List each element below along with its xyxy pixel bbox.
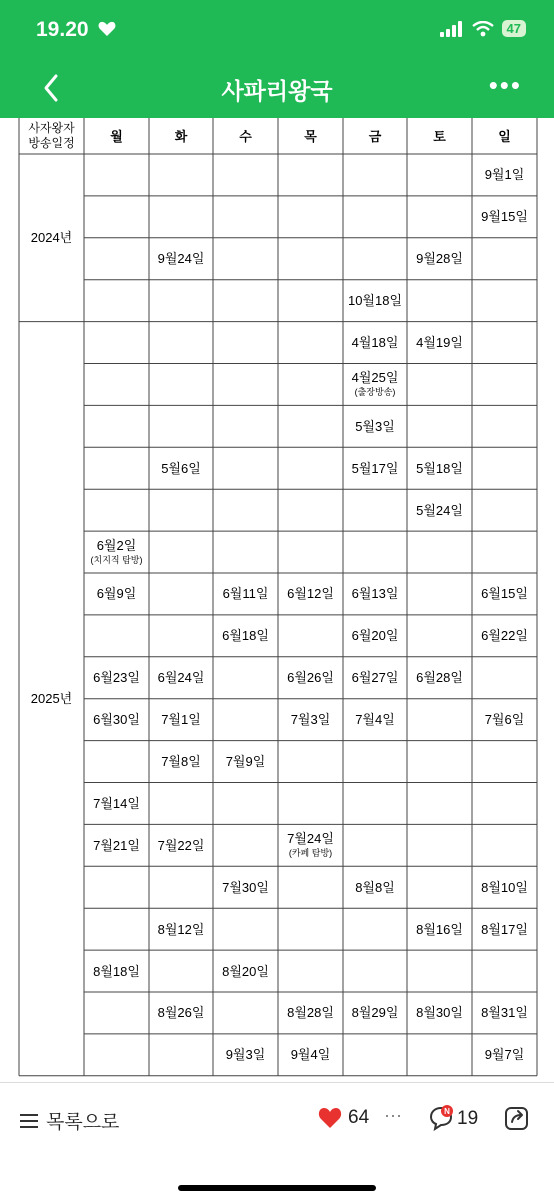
schedule-date xyxy=(343,699,407,741)
schedule-date xyxy=(149,238,213,280)
day-header xyxy=(84,118,149,154)
schedule-date xyxy=(84,824,149,866)
schedule-date-text: 6월22일 xyxy=(481,628,528,644)
day-header xyxy=(407,118,472,154)
schedule-date-text: 8월30일 xyxy=(416,1005,463,1021)
schedule-date xyxy=(343,405,407,447)
table-corner-header-text: 사자왕자 xyxy=(28,121,75,135)
schedule-date-text: 8월10일 xyxy=(481,879,528,895)
table-corner-header xyxy=(19,118,84,154)
schedule-date xyxy=(472,615,537,657)
schedule-date xyxy=(472,573,537,615)
schedule-date-text: 9월3일 xyxy=(225,1047,266,1063)
schedule-date-text: 9월24일 xyxy=(157,251,205,267)
share-icon[interactable] xyxy=(504,1105,530,1131)
battery-indicator: 47 xyxy=(502,20,526,37)
schedule-date-text: 6월15일 xyxy=(481,586,528,602)
comment-icon xyxy=(427,1105,455,1133)
schedule-date-text: 6월12일 xyxy=(287,586,334,602)
schedule-date xyxy=(407,657,472,699)
schedule-date xyxy=(343,280,407,322)
day-header xyxy=(472,118,537,154)
schedule-date xyxy=(343,615,407,657)
schedule-date xyxy=(472,154,537,196)
schedule-date xyxy=(213,615,278,657)
schedule-date-text: 7월3일 xyxy=(290,712,331,728)
menu-icon xyxy=(20,1113,38,1129)
status-time: 19.20 xyxy=(36,18,89,41)
schedule-date-text: 9월15일 xyxy=(481,209,528,225)
schedule-date xyxy=(149,657,213,699)
page-title: 사파리왕국 xyxy=(221,78,333,104)
schedule-date xyxy=(472,908,537,950)
schedule-date xyxy=(149,741,213,783)
schedule-date xyxy=(84,783,149,825)
schedule-date xyxy=(278,992,343,1034)
day-header xyxy=(343,118,407,154)
schedule-date xyxy=(213,1034,278,1076)
schedule-date xyxy=(149,992,213,1034)
schedule-date-text: 7월21일 xyxy=(93,837,140,853)
schedule-date xyxy=(84,699,149,741)
schedule-date xyxy=(472,866,537,908)
year-label-text: 2025년 xyxy=(30,691,73,707)
schedule-date-text: 7월22일 xyxy=(157,837,205,853)
day-header-text: 월 xyxy=(110,128,123,144)
heart-icon xyxy=(318,1107,342,1129)
schedule-date xyxy=(84,573,149,615)
schedule-date-text: 6월24일 xyxy=(157,670,205,686)
wifi-icon xyxy=(472,21,494,37)
schedule-date xyxy=(343,866,407,908)
schedule-date-text: 7월8일 xyxy=(161,754,201,770)
schedule-date xyxy=(149,908,213,950)
schedule-date xyxy=(343,657,407,699)
schedule-date-text: 9월1일 xyxy=(484,167,525,183)
schedule-date-text: 6월9일 xyxy=(96,586,137,602)
schedule-date-text: 4월19일 xyxy=(416,335,463,351)
day-header xyxy=(278,118,343,154)
schedule-date xyxy=(407,322,472,364)
schedule-date xyxy=(84,950,149,992)
schedule-date-text: 7월14일 xyxy=(93,795,140,811)
day-header xyxy=(149,118,213,154)
schedule-date-text: 8월29일 xyxy=(351,1005,399,1021)
day-header-text: 목 xyxy=(304,128,317,144)
year-label xyxy=(19,322,84,1076)
schedule-date-text: 6월2일 xyxy=(96,538,137,554)
schedule-date xyxy=(213,866,278,908)
schedule-date-text: 4월18일 xyxy=(351,335,399,351)
schedule-date-text: 6월11일 xyxy=(222,586,269,602)
schedule-date xyxy=(407,238,472,280)
schedule-date xyxy=(407,489,472,531)
like-button[interactable] xyxy=(318,1107,369,1129)
schedule-date-text: 5월3일 xyxy=(355,418,395,434)
schedule-date xyxy=(407,908,472,950)
comment-button[interactable] xyxy=(427,1105,478,1133)
schedule-date-text: 5월18일 xyxy=(416,460,463,476)
schedule-date-text: 8월28일 xyxy=(287,1005,334,1021)
bottom-bar xyxy=(0,1083,554,1200)
day-header-text: 금 xyxy=(368,128,382,144)
comment-count: 19 xyxy=(457,1108,479,1129)
schedule-date xyxy=(213,573,278,615)
schedule-date-note: (출장방송) xyxy=(354,387,396,398)
year-label-text: 2024년 xyxy=(30,230,73,246)
back-to-list-label: 목록으로 xyxy=(46,1112,120,1133)
schedule-date-text: 6월18일 xyxy=(222,628,269,644)
schedule-date xyxy=(213,950,278,992)
schedule-date xyxy=(472,992,537,1034)
status-indicators xyxy=(440,20,526,37)
schedule-date-text: 6월13일 xyxy=(351,586,399,602)
schedule-date-text: 8월26일 xyxy=(157,1005,205,1021)
schedule-date xyxy=(407,447,472,489)
schedule-date xyxy=(84,531,149,573)
day-header-text: 토 xyxy=(433,128,446,144)
schedule-date-text: 9월7일 xyxy=(484,1047,525,1063)
schedule-date xyxy=(343,364,407,406)
schedule-date-text: 10월18일 xyxy=(347,293,403,309)
schedule-date xyxy=(278,573,343,615)
schedule-date-text: 8월12일 xyxy=(157,921,205,937)
schedule-date-text: 5월6일 xyxy=(161,460,201,476)
day-header xyxy=(213,118,278,154)
schedule-date-text: 8월17일 xyxy=(481,921,528,937)
schedule-date-text: 9월28일 xyxy=(416,251,463,267)
schedule-date xyxy=(149,699,213,741)
app-header xyxy=(0,0,554,118)
like-count: 64 xyxy=(348,1107,370,1128)
comment-new-badge: N xyxy=(444,1107,450,1116)
schedule-date-text: 7월24일 xyxy=(287,831,334,847)
schedule-date xyxy=(343,992,407,1034)
schedule-date xyxy=(149,824,213,866)
schedule-date-note: (카페 탐방) xyxy=(288,848,333,859)
schedule-date-text: 6월26일 xyxy=(287,670,334,686)
schedule-date-note: (치지직 탐방) xyxy=(90,555,143,566)
schedule-date-text: 5월17일 xyxy=(351,460,399,476)
day-header-text: 일 xyxy=(498,128,511,144)
schedule-date-text: 6월27일 xyxy=(351,670,399,686)
more-options-icon[interactable]: ··· xyxy=(384,1105,402,1125)
day-header-text: 화 xyxy=(174,128,188,144)
schedule-date-text: 7월9일 xyxy=(225,754,266,770)
schedule-date-text: 8월16일 xyxy=(416,921,463,937)
schedule-date-text: 6월23일 xyxy=(93,670,140,686)
schedule-date xyxy=(278,699,343,741)
heart-status-icon xyxy=(98,21,116,37)
schedule-date-text: 6월20일 xyxy=(351,628,399,644)
schedule-date-text: 7월4일 xyxy=(355,712,395,728)
schedule-date xyxy=(472,699,537,741)
schedule-date-text: 5월24일 xyxy=(416,502,463,518)
schedule-date xyxy=(407,992,472,1034)
schedule-date-text: 6월28일 xyxy=(416,670,463,686)
schedule-date xyxy=(278,1034,343,1076)
schedule-date-text: 7월1일 xyxy=(161,712,201,728)
year-label xyxy=(19,154,84,322)
day-header-text: 수 xyxy=(239,128,252,144)
schedule-date xyxy=(149,447,213,489)
schedule-date-text: 8월8일 xyxy=(355,879,395,895)
signal-icon xyxy=(440,21,464,37)
schedule-date-text: 4월25일 xyxy=(351,370,399,386)
schedule-date-text: 7월6일 xyxy=(484,712,525,728)
home-indicator xyxy=(178,1185,376,1191)
schedule-date-text: 9월4일 xyxy=(290,1047,331,1063)
schedule-date xyxy=(472,1034,537,1076)
back-to-list-button[interactable] xyxy=(20,1107,119,1134)
schedule-date-text: 8월31일 xyxy=(481,1005,528,1021)
schedule-date xyxy=(472,196,537,238)
schedule-date xyxy=(84,657,149,699)
schedule-date-text: 8월18일 xyxy=(93,963,140,979)
schedule-date-text: 6월30일 xyxy=(93,712,140,728)
schedule-date-text: 7월30일 xyxy=(222,879,269,895)
schedule-date xyxy=(278,824,343,866)
schedule-date xyxy=(343,447,407,489)
schedule-date xyxy=(213,741,278,783)
schedule-date xyxy=(278,657,343,699)
table-corner-header-note: 방송일정 xyxy=(28,136,75,150)
schedule-date xyxy=(343,573,407,615)
more-icon[interactable]: ••• xyxy=(488,70,522,100)
schedule-date-text: 8월20일 xyxy=(222,963,269,979)
schedule-date xyxy=(343,322,407,364)
schedule-image xyxy=(0,118,554,1082)
